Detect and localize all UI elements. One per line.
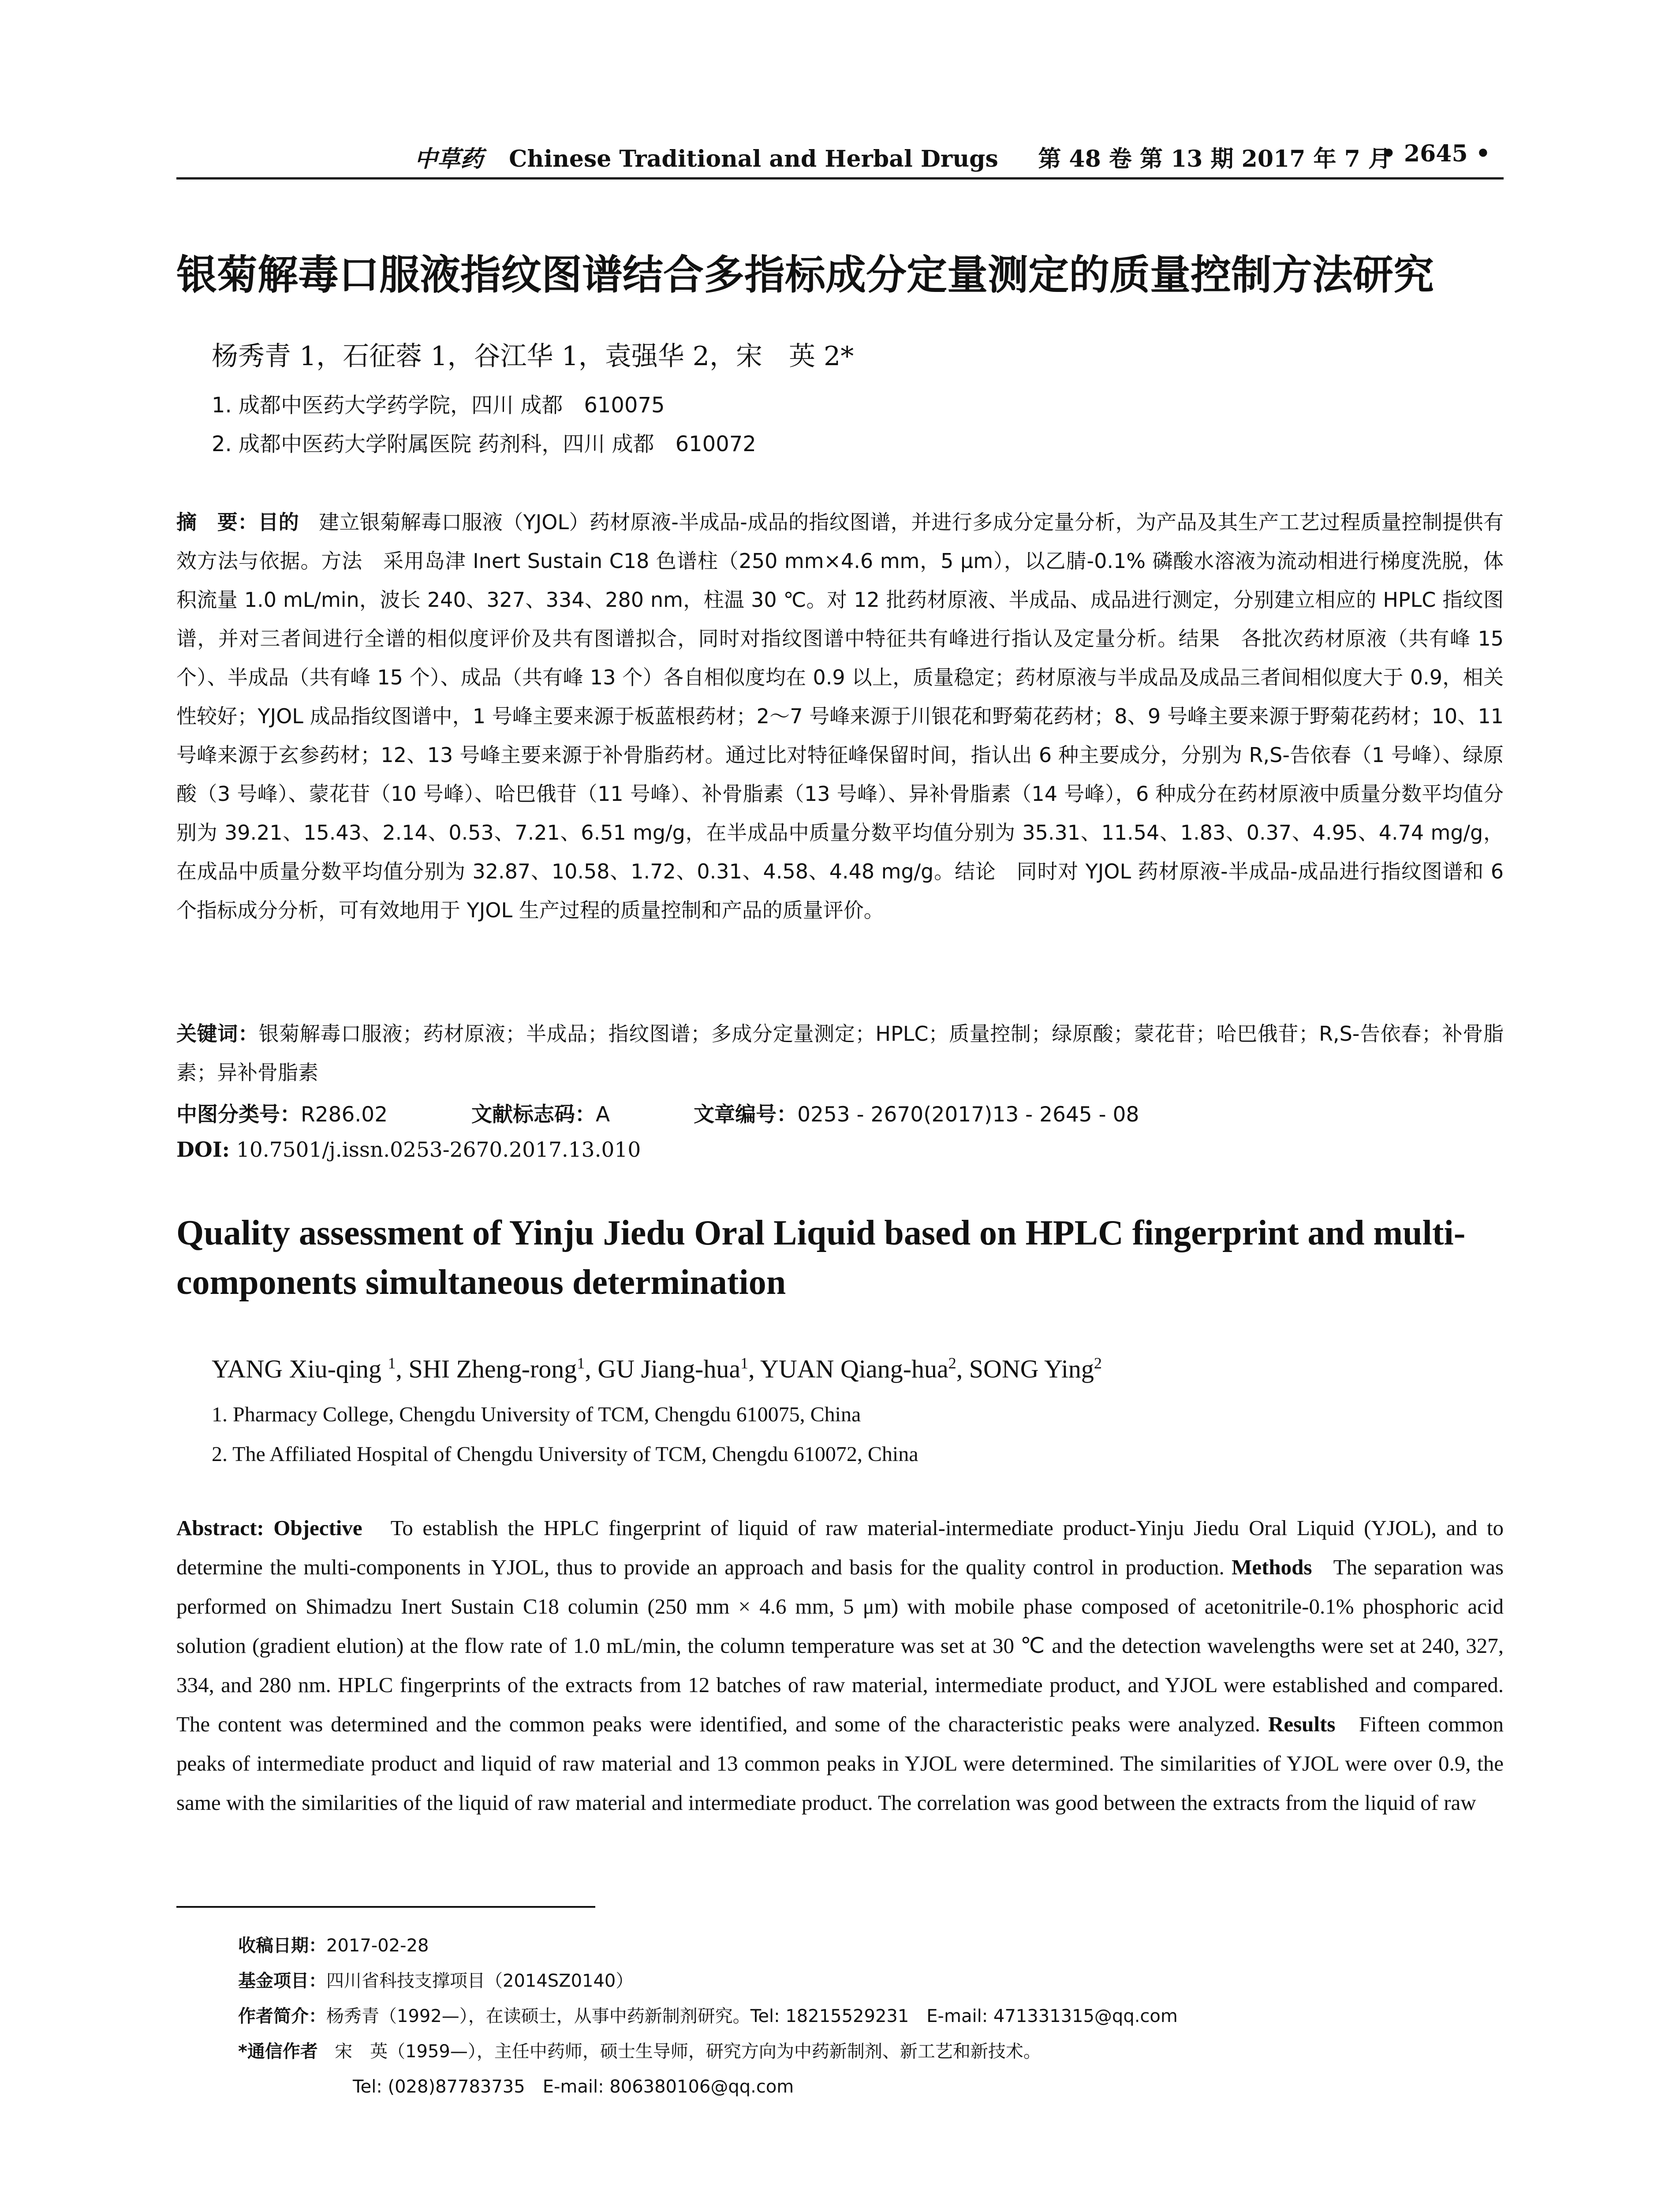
article-no-value: 0253 - 2670(2017)13 - 2645 - 08 — [797, 1102, 1139, 1127]
cn-abstract-label: 摘 要：目的 — [176, 510, 299, 534]
doccode-label: 文献标志码： — [471, 1102, 596, 1127]
footnote-author — [238, 2002, 1178, 2027]
en-results: Fifteen common peaks of intermediate product and liquid of raw material and 13 common peaks in YJOL were determined. The similarities of YJOL were over 0.9, the same with the similarities of the liquid of raw material and intermediate product. The correlation was good between the extracts from the liquid of raw — [176, 1712, 1504, 1815]
doi-label: DOI: — [176, 1138, 230, 1162]
en-results-label: Results — [1268, 1712, 1336, 1736]
clc-value: R286.02 — [301, 1102, 388, 1127]
journal-name-cn: 中草药 — [414, 146, 484, 172]
en-author-sup: 2 — [948, 1354, 956, 1372]
en-author-name: YANG Xiu-qing — [212, 1354, 382, 1383]
en-affiliation-1: 1. Pharmacy College, Chengdu University of TCM, Chengdu 610075, China — [212, 1403, 861, 1426]
en-methods-label: Methods — [1232, 1555, 1312, 1579]
footnote-received — [238, 1932, 429, 1957]
doi-link[interactable]: 10.7501/j.issn.0253-2670.2017.13.010 — [236, 1138, 641, 1162]
corr-label: *通信作者 — [238, 2041, 318, 2062]
classification-line — [176, 1098, 1139, 1128]
cn-keywords — [176, 1014, 1504, 1092]
footnote-corresponding — [238, 2037, 1041, 2063]
footnote-fund — [238, 1967, 633, 1992]
cn-abstract-body: 建立银菊解毒口服液（YJOL）药材原液-半成品-成品的指纹图谱，并进行多成分定量分析，为产品及其生产工艺过程质量控制提供有效方法与依据。方法 采用岛津 Inert Sustain C18 色谱柱（250 mm×4.6 mm，5 μm），以乙腈-0.1% 磷酸水溶液为流动相进行梯度洗脱，体积流量 1.0 mL/min，波长 240、327、334、280 nm，柱温 30 ℃。对 12 批药材原液、半成品、成品进行测定，分别建立相应的 HPLC 指纹图谱，并对三者间进行全谱的相似度评价及共有图谱拟合，同时对指纹图谱中特征共有峰进行指认及定量分析。结果 各批次药材原液（共有峰 15 个）、半成品（共有峰 15 个）、成品（共有峰 13 个）各自相似度均在 0.9 以上，质量稳定；药材原液与半成品及成品三者间相似度大于 0.9，相关性较好；YJOL 成品指纹图谱中，1 号峰主要来源于板蓝根药材；2～7 号峰来源于川银花和野菊花药材；8、9 号峰主要来源于野菊花药材；10、11 号峰来源于玄参药材；12、13 号峰主要来源于补骨脂药材。通过比对特征峰保留时间，指认出 6 种主要成分，分别为 R,S-告依春（1 号峰）、绿原酸（3 号峰）、蒙花苷（10 号峰）、哈巴俄苷（11 号峰）、补骨脂素（13 号峰）、异补骨脂素（14 号峰），6 种成分在药材原液中质量分数平均值分别为 39.21、15.43、2.14、0.53、7.21、6.51 mg/g，在半成品中质量分数平均值分别为 35.31、11.54、1.83、0.37、4.95、4.74 mg/g，在成品中质量分数平均值分别为 32.87、10.58、1.72、0.31、4.58、4.48 mg/g。结论 同时对 YJOL 药材原液-半成品-成品进行指纹图谱和 6 个指标成分分析，可有效地用于 YJOL 生产过程的质量控制和产品的质量评价。 — [176, 510, 1504, 922]
received-date: 2017-02-28 — [326, 1936, 429, 1956]
doi-line — [176, 1138, 641, 1162]
en-abstract-label: Abstract: Objective — [176, 1516, 362, 1540]
footnote-corr-contact: Tel: (028)87783735 E-mail: 806380106@qq.com — [353, 2077, 794, 2097]
en-author-name: GU Jiang-hua — [597, 1354, 741, 1383]
en-author-sup: 1 — [388, 1354, 396, 1372]
journal-issue: 第 48 卷 第 13 期 2017 年 7 月 — [1038, 146, 1391, 172]
en-abstract — [176, 1508, 1504, 1822]
corr-text: 宋 英（1959—），主任中药师，硕士生导师，研究方向为中药新制剂、新工艺和新技术。 — [335, 2041, 1041, 2062]
cn-abstract — [176, 503, 1504, 930]
en-author-name: SONG Ying — [969, 1354, 1094, 1383]
cn-affiliation-1: 1. 成都中医药大学药学院，四川 成都 610075 — [212, 393, 665, 418]
en-objective: To establish the HPLC fingerprint of liquid of raw material-intermediate product-Yinju Jiedu Oral Liquid (YJOL), and to determine the multi-components in YJOL, thus to provide an approach and basis for the quality control in production. — [176, 1516, 1504, 1579]
fund-text: 四川省科技支撑项目（2014SZ0140） — [326, 1971, 634, 1991]
article-no-label: 文章编号： — [694, 1102, 798, 1127]
en-author-sup: 2 — [1094, 1354, 1102, 1372]
en-authors: YANG Xiu-qing $^1$, SHI Zheng-rong$^1$, GU Jiang-hua$^1$, YUAN Qiang-hua$^2$, SONG Ying$^2$ — [212, 1354, 1102, 1383]
cn-title: 银菊解毒口服液指纹图谱结合多指标成分定量测定的质量控制方法研究 — [176, 251, 1434, 299]
en-author-name: SHI Zheng-rong — [408, 1354, 577, 1383]
journal-name-en: Chinese Traditional and Herbal Drugs — [509, 146, 998, 172]
journal-info — [414, 140, 1391, 173]
en-author-sup: 1 — [577, 1354, 585, 1372]
author-bio-text: 杨秀青（1992—），在读硕士，从事中药新制剂研究。Tel: 18215529231 E-mail: 471331315@qq.com — [326, 2006, 1178, 2026]
received-label: 收稿日期： — [238, 1936, 326, 1956]
en-title: Quality assessment of Yinju Jiedu Oral Liquid based on HPLC fingerprint and multi-components simultaneous determination — [176, 1214, 1466, 1302]
fund-label: 基金项目： — [238, 1971, 326, 1991]
en-author-sup: 1 — [740, 1354, 749, 1372]
en-author-name: YUAN Qiang-hua — [760, 1354, 948, 1383]
en-affiliation-2: 2. The Affiliated Hospital of Chengdu University of TCM, Chengdu 610072, China — [212, 1443, 918, 1466]
running-header — [176, 140, 1504, 176]
cn-affiliation-2: 2. 成都中医药大学附属医院 药剂科，四川 成都 610072 — [212, 432, 756, 456]
keywords-label: 关键词： — [176, 1022, 259, 1046]
keywords-text: 银菊解毒口服液；药材原液；半成品；指纹图谱；多成分定量测定；HPLC；质量控制；绿原酸；蒙花苷；哈巴俄苷；R,S-告依春；补骨脂素；异补骨脂素 — [176, 1022, 1504, 1084]
page-number: • 2645 • — [1381, 140, 1490, 167]
header-rule — [176, 177, 1504, 179]
footnote-rule — [176, 1906, 595, 1908]
author-bio-label: 作者简介： — [238, 2006, 326, 2026]
clc-label: 中图分类号： — [176, 1102, 301, 1127]
doccode-value: A — [596, 1102, 610, 1127]
en-methods: The separation was performed on Shimadzu Inert Sustain C18 columin (250 mm × 4.6 mm, 5 μm) with mobile phase composed of acetonitrile-0.1% phosphoric acid solution (gradient elution) at the flow rate of 1.0 mL/min, the column temperature was set at 30 ℃ and the detection wavelengths were set at 240, 327, 334, and 280 nm. HPLC fingerprints of the extracts from 12 batches of raw material, intermediate product, and YJOL were established and compared. The content was determined and the common peaks were identified, and some of the characteristic peaks were analyzed. — [176, 1555, 1504, 1736]
cn-authors: 杨秀青 1，石征蓉 1，谷江华 1，袁强华 2，宋 英 2* — [212, 341, 854, 372]
